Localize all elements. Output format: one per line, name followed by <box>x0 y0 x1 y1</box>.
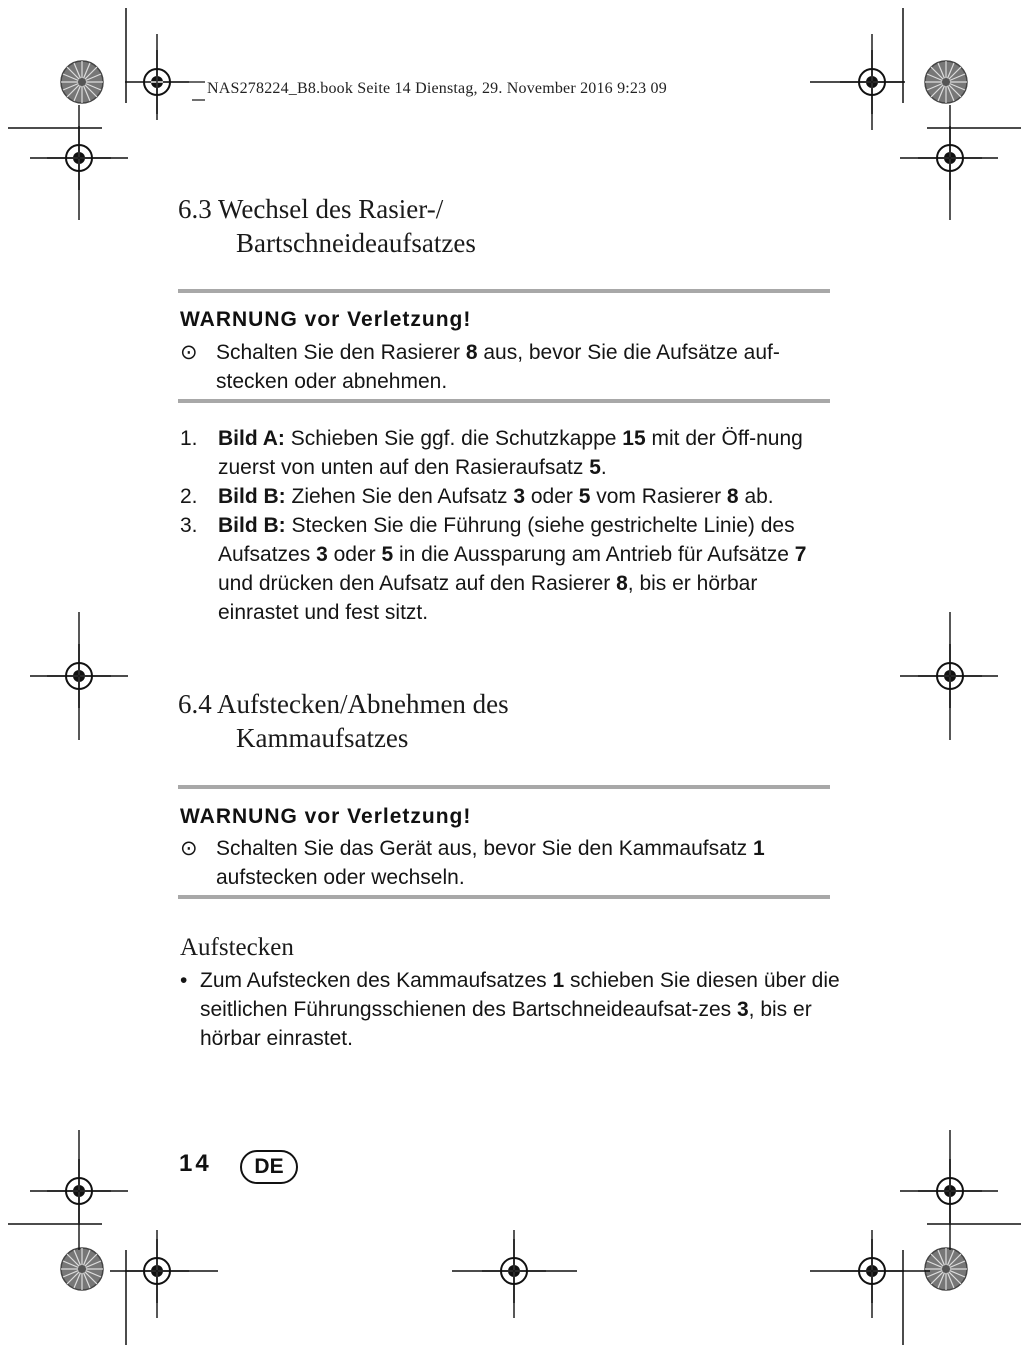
instruction-steps <box>180 424 840 627</box>
warning-title: WARNUNG vor Verletzung! <box>180 805 472 828</box>
section-heading-6-3 <box>178 192 476 260</box>
warning-text: Schalten Sie das Gerät aus, bevor Sie den Kammaufsatz 1 aufstecken oder wechseln. <box>216 837 765 889</box>
language-badge: DE <box>240 1150 298 1184</box>
warning-bottom-rule <box>178 399 830 403</box>
list-item <box>180 424 840 482</box>
warning-top-rule <box>178 289 830 293</box>
step-number: 3. <box>180 514 198 537</box>
list-item <box>180 511 840 627</box>
warning-title: WARNUNG vor Verletzung! <box>180 308 472 331</box>
step-text: Bild B: Stecken Sie die Führung (siehe gestrichelte Linie) des Aufsatzes 3 oder 5 in die Aussparung am Antrieb für Aufsätze 7 und drücken den Aufsatz auf den Rasierer 8, bis er hörbar einrastet und fest sitzt. <box>218 514 807 624</box>
warning-text: Schalten Sie den Rasierer 8 aus, bevor Sie die Aufsätze auf-stecken oder abnehmen. <box>216 341 780 393</box>
step-text: Bild B: Ziehen Sie den Aufsatz 3 oder 5 vom Rasierer 8 ab. <box>218 485 774 508</box>
warning-bullet-icon: ⊙ <box>180 837 198 860</box>
section-heading-6-4 <box>178 687 509 755</box>
step-text: Bild A: Schieben Sie ggf. die Schutzkappe 15 mit der Öff-nung zuerst von unten auf den Rasieraufsatz 5. <box>218 427 803 479</box>
warning-item <box>180 338 840 398</box>
list-item <box>180 966 840 1053</box>
bullet-text: Zum Aufstecken des Kammaufsatzes 1 schieben Sie diesen über die seitlichen Führungsschienen des Bartschneideaufsat-zes 3, bis er hörbar einrastet. <box>200 969 840 1050</box>
step-number: 1. <box>180 427 198 450</box>
heading-line-2: Kammaufsatzes <box>236 723 409 753</box>
step-number: 2. <box>180 485 198 508</box>
heading-line-1: 6.4 Aufstecken/Abnehmen des <box>178 689 509 719</box>
bullet-icon: • <box>180 969 188 992</box>
heading-line-1: 6.3 Wechsel des Rasier-/ <box>178 194 444 224</box>
print-header: NAS278224_B8.book Seite 14 Dienstag, 29. November 2016 9:23 09 <box>207 80 667 97</box>
warning-bottom-rule <box>178 895 830 899</box>
warning-item <box>180 834 840 894</box>
heading-line-2: Bartschneideaufsatzes <box>236 228 476 258</box>
subheading-aufstecken: Aufstecken <box>180 934 294 961</box>
page-number: 14 <box>179 1150 212 1177</box>
warning-bullet-icon: ⊙ <box>180 341 198 364</box>
list-item <box>180 482 840 511</box>
warning-top-rule <box>178 785 830 789</box>
